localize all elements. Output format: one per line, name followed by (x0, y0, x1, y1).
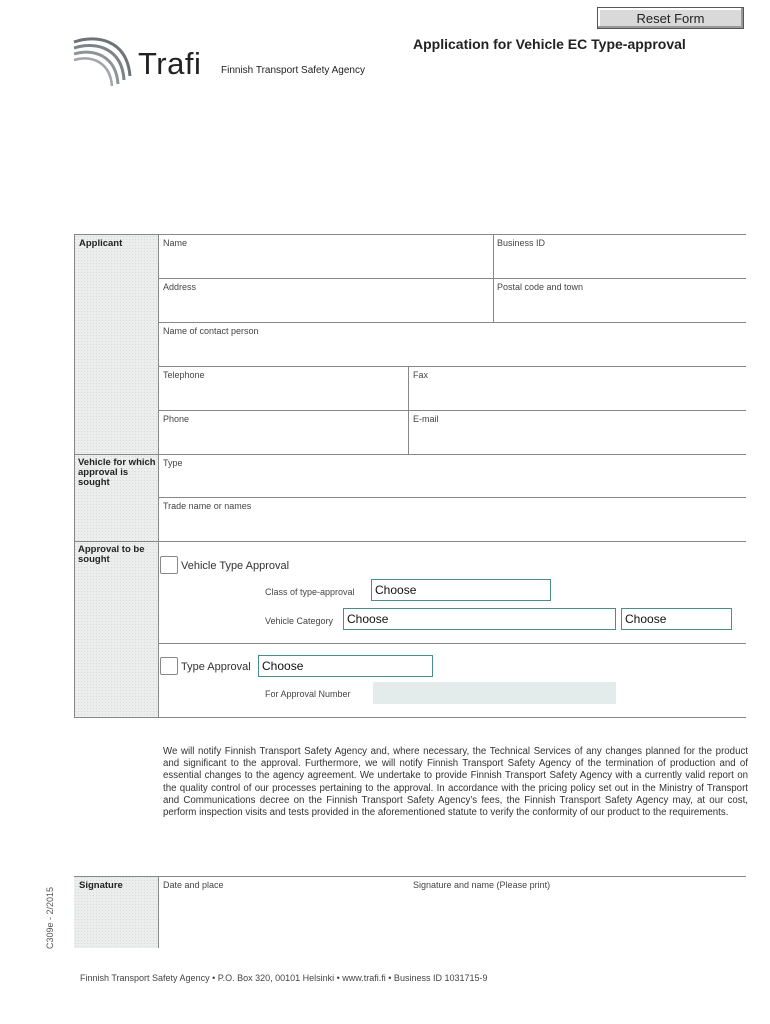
statement-text: We will notify Finnish Transport Safety Agency and, where necessary, the Technical Services of any changes planned for the product and significant to the approval. Furthermore, we will notify Finnish Transport Safety Agency of the termination of production and of essential changes to the agency agreement. We undertake to provide Finnish Transport Safety Agency with a currently valid report on the quality control of our processes pertaining to the approval. In accordance with the pricing policy set out in the Ministry of Transport and Communications decree on the Finnish Transport Safety Agency’s fees, the Finnish Transport Safety Agency may, at our cost, perform inspection visits and tests provided in the aforementioned statute to verify the conformity of our product to the requirements. (163, 746, 748, 819)
divider (74, 876, 746, 877)
applicant-section-bg (74, 235, 158, 454)
date-and-place-field[interactable]: Date and place (163, 880, 224, 890)
divider (158, 234, 159, 718)
approval-number-input[interactable] (373, 682, 616, 704)
signature-section-label: Signature (79, 880, 123, 891)
type-approval-checkbox[interactable] (160, 657, 178, 675)
divider (158, 410, 746, 411)
vehicle-type-approval-checkbox[interactable] (160, 556, 178, 574)
vehicle-category-select[interactable]: Choose (343, 608, 616, 630)
class-of-type-approval-select[interactable]: Choose (371, 579, 551, 601)
form-code: C309e - 2/2015 (45, 886, 55, 949)
reset-form-button[interactable]: Reset Form (597, 7, 744, 29)
divider (74, 234, 746, 235)
signature-name-field[interactable]: Signature and name (Please print) (413, 880, 551, 890)
divider (158, 322, 746, 323)
footer-text: Finnish Transport Safety Agency • P.O. Box 320, 00101 Helsinki • www.trafi.fi • Business ID 1031715-9 (80, 973, 488, 983)
phone-field[interactable]: Phone (163, 414, 190, 424)
divider (158, 876, 159, 948)
divider (408, 366, 409, 454)
trafi-logo-swoosh-icon (72, 36, 136, 88)
divider (158, 278, 746, 279)
email-field[interactable]: E-mail (413, 414, 439, 424)
divider (158, 643, 746, 644)
divider (493, 234, 494, 322)
divider (158, 366, 746, 367)
divider (74, 541, 746, 542)
type-field[interactable]: Type (163, 458, 183, 468)
contact-person-field[interactable]: Name of contact person (163, 326, 259, 336)
fax-field[interactable]: Fax (413, 370, 429, 380)
type-approval-label: Type Approval (181, 661, 251, 673)
address-field[interactable]: Address (163, 282, 197, 292)
telephone-field[interactable]: Telephone (163, 370, 205, 380)
name-field[interactable]: Name (163, 238, 188, 248)
divider (74, 234, 75, 718)
approval-number-label: For Approval Number (265, 689, 351, 699)
approval-section-bg (74, 542, 158, 717)
vehicle-category-secondary-select[interactable]: Choose (621, 608, 732, 630)
divider (74, 454, 746, 455)
postal-code-field[interactable]: Postal code and town (497, 282, 584, 292)
class-of-type-approval-label: Class of type-approval (265, 587, 355, 597)
divider (158, 497, 746, 498)
applicant-section-label: Applicant (79, 238, 123, 249)
vehicle-type-approval-label: Vehicle Type Approval (181, 560, 290, 572)
type-approval-select[interactable]: Choose (258, 655, 433, 677)
trafi-logo (72, 36, 136, 93)
divider (74, 717, 746, 718)
page-title: Application for Vehicle EC Type-approval (413, 36, 686, 52)
trade-name-field[interactable]: Trade name or names (163, 501, 252, 511)
approval-section-label: Approval to be sought (78, 544, 145, 565)
vehicle-category-label: Vehicle Category (265, 616, 334, 626)
business-id-field[interactable]: Business ID (497, 238, 546, 248)
agency-name: Finnish Transport Safety Agency (221, 65, 365, 76)
logo-text: Trafi (138, 46, 202, 81)
vehicle-section-label: Vehicle for which approval is sought (78, 457, 156, 488)
